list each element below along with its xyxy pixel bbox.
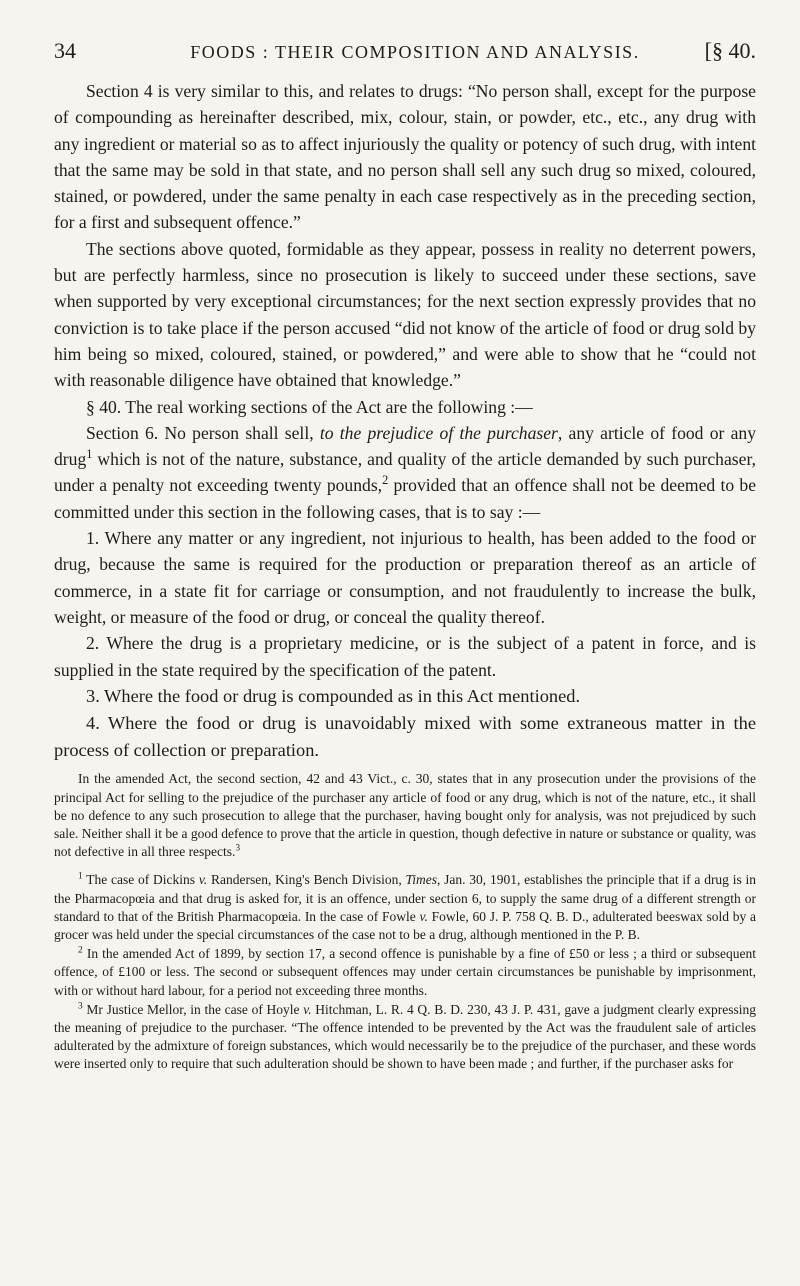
exception-item-2: 2. Where the drug is a proprietary medicine, or is the subject of a patent in force, and is supplied in the state required by the specification of the patent. [54, 633, 756, 680]
footnote-1: $^1$ The case of Dickins v. Randersen, King's Bench Division, Times, Jan. 30, 1901, establishes the principle that if a drug is in the Pharmacopœia and that drug is asked for, it is an offence, under section 6, to supply the same drug of a different strength or standard to that of the British Pharmacopœia. In the case of Fowle v. Fowle, 60 J. P. 758 Q. B. D., adulterated beeswax sold by a grocer was held under the special circumstances of the case not to be a drug, although mentioned in the P. B. [54, 871, 756, 943]
footnote-ref-1: 1 [86, 447, 93, 462]
exception-item-3: 3. Where the food or drug is compounded as in this Act mentioned. [86, 685, 581, 706]
section-reference: [§ 40. [704, 38, 756, 63]
footnote-3: $^3$ Mr Justice Mellor, in the case of Hoyle v. Hitchman, L. R. 4 Q. B. D. 230, 43 J. P. 431, gave a judgment clearly expressing the meaning of prejudice to the purchaser. “The offence intended to be prevented by the Act was the fraudulent sale of articles adulterated by the admixture of foreign substances, which would necessarily be to the prejudice of the purchaser, and these words were inserted only to require that such adulteration should be shown to have been made ; and further, if the purchaser asks for [54, 1001, 757, 1072]
page-number: 34 [54, 38, 76, 63]
paragraph-section-6: Section 6. No person shall sell, to the prejudice of the purchaser, any article of food or any drug$^1$ which is not of the nature, substance, and quality of the article demanded by such purchaser, under a penalty not exceeding twenty pounds,$^2$ provided that an offence shall not be deemed to be committed under this section in the following cases, that is to say :— [54, 422, 757, 522]
footnote-ref-2: 2 [382, 473, 389, 488]
footnotes [54, 871, 756, 1073]
paragraph-section-4: Section 4 is very similar to this, and relates to drugs: “No person shall, except for the purpose of compounding as hereinafter described, mix, colour, stain, or powder, etc., etc., any drug with any ingredient or material so as to affect injuriously the quality or potency of such drug, with intent that the same may be sold in that state, and no person shall sell any such drug so mixed, coloured, stained, or powdered, under the same penalty in each case respectively as in the preceding section, for a first and subsequent offence.” [54, 81, 756, 233]
footnote-2: $^2$ In the amended Act of 1899, by section 17, a second offence is punishable by a fine of £50 or less ; a third or subsequent offence, of £100 or less. The second or subsequent offences may under certain circumstances be punishable by imprisonment, with or without hard labour, for a period not exceeding three months. [54, 945, 756, 998]
page-header [54, 38, 756, 78]
running-title: FOODS : THEIR COMPOSITION AND ANALYSIS. [190, 42, 640, 62]
body-text [54, 78, 756, 764]
exception-item-1: 1. Where any matter or any ingredient, not injurious to health, has been added to the food or drug, because the same is required for the production or preparation thereof as an article of commerce, in a state fit for carriage or consumption, and not fraudulently to increase the bulk, weight, or measure of the food or drug, or conceal the quality thereof. [54, 528, 756, 627]
footnote-ref-3: 3 [235, 843, 241, 854]
exception-item-4: 4. Where the food or drug is unavoidably mixed with some extraneous matter in the process of collection or preparation. [54, 713, 756, 761]
amended-act-note: In the amended Act, the second section, 42 and 43 Vict., c. 30, states that in any prosecution under the provisions of the principal Act for selling to the prejudice of the purchaser any article of food or any drug, which is not of the nature, etc., it shall be no defence to any such prosecution to allege that the purchaser, having bought only for analysis, was not prejudiced by such sale. Neither shall it be a good defence to prove that the article in question, though defective in nature or substance or quality, was not defective in all three respects.$^3$ [54, 771, 756, 860]
prejudice-phrase: to the prejudice of the purchaser [319, 422, 558, 443]
paragraph-section-40-intro: § 40. The real working sections of the Act are the following :— [86, 396, 533, 417]
paragraph-sections-harmless: The sections above quoted, formidable as they appear, possess in reality no deterrent powers, but are perfectly harmless, since no prosecution is likely to succeed under these sections, save when supported by very exceptional circumstances; for the next section expressly provides that no conviction is to take place if the person accused “did not know of the article of food or drug sold by him being so mixed, coloured, stained, or powdered,” and were able to show that he “could not with reasonable diligence have obtained that knowledge.” [54, 238, 756, 391]
